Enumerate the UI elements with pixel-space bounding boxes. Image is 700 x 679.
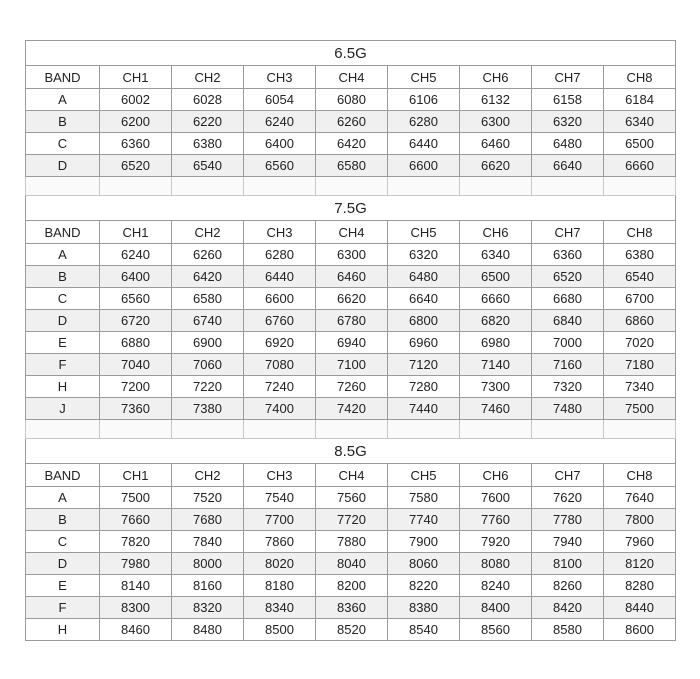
table-row: [26, 619, 676, 641]
band-column-header: BAND: [26, 221, 100, 244]
frequency-cell: 7000: [532, 332, 604, 354]
frequency-cell: 8080: [460, 553, 532, 575]
frequency-cell: 7040: [100, 354, 172, 376]
frequency-cell: 6460: [316, 266, 388, 288]
frequency-cell: 7160: [532, 354, 604, 376]
frequency-cell: 8160: [172, 575, 244, 597]
frequency-cell: 6900: [172, 332, 244, 354]
frequency-cell: 7020: [604, 332, 676, 354]
band-cell: E: [26, 575, 100, 597]
spacer-cell: [316, 420, 388, 439]
frequency-cell: 7880: [316, 531, 388, 553]
frequency-cell: 6460: [460, 133, 532, 155]
section-title-row: [26, 439, 676, 464]
channel-column-header: CH6: [460, 66, 532, 89]
channel-column-header: CH4: [316, 221, 388, 244]
table-row: [26, 376, 676, 398]
frequency-cell: 7720: [316, 509, 388, 531]
band-cell: F: [26, 354, 100, 376]
section-spacer-row: [26, 420, 676, 439]
spacer-cell: [172, 420, 244, 439]
frequency-cell: 6600: [244, 288, 316, 310]
spacer-cell: [316, 177, 388, 196]
frequency-cell: 7280: [388, 376, 460, 398]
frequency-cell: 6700: [604, 288, 676, 310]
frequency-cell: 6480: [388, 266, 460, 288]
frequency-cell: 7300: [460, 376, 532, 398]
frequency-cell: 7820: [100, 531, 172, 553]
frequency-cell: 7620: [532, 487, 604, 509]
table-row: [26, 575, 676, 597]
frequency-cell: 7980: [100, 553, 172, 575]
column-header-row: [26, 221, 676, 244]
band-cell: B: [26, 509, 100, 531]
frequency-cell: 7580: [388, 487, 460, 509]
frequency-cell: 8480: [172, 619, 244, 641]
frequency-cell: 6380: [604, 244, 676, 266]
channel-column-header: CH3: [244, 66, 316, 89]
section-spacer-row: [26, 177, 676, 196]
channel-column-header: CH5: [388, 221, 460, 244]
frequency-cell: 7540: [244, 487, 316, 509]
band-column-header: BAND: [26, 66, 100, 89]
frequency-cell: 6600: [388, 155, 460, 177]
frequency-cell: 8360: [316, 597, 388, 619]
channel-column-header: CH4: [316, 66, 388, 89]
frequency-cell: 6500: [604, 133, 676, 155]
frequency-cell: 6200: [100, 111, 172, 133]
frequency-cell: 6360: [100, 133, 172, 155]
spacer-cell: [388, 177, 460, 196]
band-cell: B: [26, 266, 100, 288]
frequency-cell: 6760: [244, 310, 316, 332]
table-row: [26, 89, 676, 111]
frequency-cell: 8180: [244, 575, 316, 597]
column-header-row: [26, 464, 676, 487]
frequency-cell: 7940: [532, 531, 604, 553]
band-cell: A: [26, 89, 100, 111]
frequency-cell: 8600: [604, 619, 676, 641]
band-cell: C: [26, 133, 100, 155]
section-title: 8.5G: [26, 439, 676, 464]
frequency-cell: 8560: [460, 619, 532, 641]
channel-column-header: CH7: [532, 66, 604, 89]
frequency-cell: 7960: [604, 531, 676, 553]
spacer-cell: [244, 177, 316, 196]
frequency-cell: 7180: [604, 354, 676, 376]
frequency-cell: 7520: [172, 487, 244, 509]
frequency-cell: 7680: [172, 509, 244, 531]
channel-column-header: CH7: [532, 464, 604, 487]
band-cell: F: [26, 597, 100, 619]
frequency-cell: 7420: [316, 398, 388, 420]
frequency-cell: 8120: [604, 553, 676, 575]
frequency-cell: 6080: [316, 89, 388, 111]
frequency-cell: 6860: [604, 310, 676, 332]
channel-column-header: CH7: [532, 221, 604, 244]
spacer-cell: [604, 420, 676, 439]
band-cell: C: [26, 288, 100, 310]
spacer-cell: [172, 177, 244, 196]
table-row: [26, 266, 676, 288]
table-row: [26, 111, 676, 133]
spacer-cell: [532, 177, 604, 196]
frequency-cell: 8000: [172, 553, 244, 575]
frequency-cell: 6300: [460, 111, 532, 133]
frequency-cell: 7560: [316, 487, 388, 509]
channel-column-header: CH5: [388, 464, 460, 487]
spacer-cell: [460, 177, 532, 196]
frequency-cell: 7320: [532, 376, 604, 398]
channel-column-header: CH6: [460, 464, 532, 487]
band-cell: H: [26, 376, 100, 398]
frequency-cell: 8140: [100, 575, 172, 597]
frequency-cell: 6440: [244, 266, 316, 288]
frequency-table-sheet: [25, 40, 675, 641]
frequency-cell: 6640: [532, 155, 604, 177]
frequency-cell: 8220: [388, 575, 460, 597]
channel-column-header: CH2: [172, 66, 244, 89]
frequency-cell: 8340: [244, 597, 316, 619]
frequency-cell: 6400: [244, 133, 316, 155]
band-cell: A: [26, 244, 100, 266]
frequency-cell: 6620: [316, 288, 388, 310]
band-cell: D: [26, 553, 100, 575]
frequency-cell: 7920: [460, 531, 532, 553]
channel-column-header: CH8: [604, 221, 676, 244]
spacer-cell: [100, 420, 172, 439]
spacer-cell: [388, 420, 460, 439]
channel-column-header: CH8: [604, 66, 676, 89]
spacer-cell: [244, 420, 316, 439]
frequency-cell: 8300: [100, 597, 172, 619]
table-row: [26, 487, 676, 509]
section-title: 7.5G: [26, 196, 676, 221]
frequency-cell: 7060: [172, 354, 244, 376]
frequency-cell: 7340: [604, 376, 676, 398]
frequency-cell: 7240: [244, 376, 316, 398]
table-row: [26, 133, 676, 155]
frequency-cell: 6720: [100, 310, 172, 332]
frequency-cell: 6320: [532, 111, 604, 133]
frequency-cell: 6480: [532, 133, 604, 155]
frequency-cell: 7840: [172, 531, 244, 553]
frequency-cell: 7220: [172, 376, 244, 398]
frequency-cell: 6620: [460, 155, 532, 177]
frequency-cell: 6360: [532, 244, 604, 266]
frequency-cell: 7480: [532, 398, 604, 420]
channel-column-header: CH3: [244, 464, 316, 487]
frequency-cell: 6028: [172, 89, 244, 111]
frequency-cell: 6520: [100, 155, 172, 177]
section-title: 6.5G: [26, 41, 676, 66]
frequency-cell: 8320: [172, 597, 244, 619]
band-cell: H: [26, 619, 100, 641]
frequency-cell: 7640: [604, 487, 676, 509]
frequency-cell: 7500: [604, 398, 676, 420]
frequency-cell: 7740: [388, 509, 460, 531]
frequency-cell: 8520: [316, 619, 388, 641]
channel-column-header: CH1: [100, 464, 172, 487]
frequency-cell: 8240: [460, 575, 532, 597]
frequency-cell: 6800: [388, 310, 460, 332]
frequency-cell: 6520: [532, 266, 604, 288]
band-cell: A: [26, 487, 100, 509]
frequency-cell: 8440: [604, 597, 676, 619]
column-header-row: [26, 66, 676, 89]
table-row: [26, 310, 676, 332]
frequency-cell: 6300: [316, 244, 388, 266]
frequency-cell: 6380: [172, 133, 244, 155]
frequency-cell: 6540: [172, 155, 244, 177]
channel-column-header: CH8: [604, 464, 676, 487]
frequency-cell: 6132: [460, 89, 532, 111]
frequency-cell: 6260: [172, 244, 244, 266]
frequency-cell: 7080: [244, 354, 316, 376]
table-row: [26, 354, 676, 376]
band-cell: J: [26, 398, 100, 420]
frequency-cell: 6420: [316, 133, 388, 155]
frequency-cell: 7460: [460, 398, 532, 420]
frequency-cell: 6780: [316, 310, 388, 332]
frequency-cell: 7760: [460, 509, 532, 531]
frequency-cell: 6340: [604, 111, 676, 133]
table-row: [26, 288, 676, 310]
frequency-cell: 7260: [316, 376, 388, 398]
frequency-cell: 6240: [244, 111, 316, 133]
band-cell: C: [26, 531, 100, 553]
frequency-cell: 8060: [388, 553, 460, 575]
frequency-cell: 7440: [388, 398, 460, 420]
table-row: [26, 244, 676, 266]
frequency-cell: 7660: [100, 509, 172, 531]
frequency-cell: 7860: [244, 531, 316, 553]
frequency-cell: 6280: [388, 111, 460, 133]
frequency-cell: 6580: [172, 288, 244, 310]
frequency-cell: 6980: [460, 332, 532, 354]
spacer-cell: [532, 420, 604, 439]
frequency-cell: 6054: [244, 89, 316, 111]
frequency-cell: 7900: [388, 531, 460, 553]
frequency-cell: 7100: [316, 354, 388, 376]
section-title-row: [26, 41, 676, 66]
frequency-cell: 6880: [100, 332, 172, 354]
frequency-cell: 6002: [100, 89, 172, 111]
frequency-cell: 7140: [460, 354, 532, 376]
table-row: [26, 509, 676, 531]
frequency-cell: 6580: [316, 155, 388, 177]
frequency-cell: 6158: [532, 89, 604, 111]
frequency-table: [25, 40, 676, 641]
frequency-cell: 8100: [532, 553, 604, 575]
table-row: [26, 332, 676, 354]
spacer-cell: [100, 177, 172, 196]
frequency-cell: 7380: [172, 398, 244, 420]
frequency-cell: 6660: [604, 155, 676, 177]
channel-column-header: CH1: [100, 66, 172, 89]
frequency-cell: 6740: [172, 310, 244, 332]
spacer-cell: [26, 420, 100, 439]
frequency-cell: 6540: [604, 266, 676, 288]
channel-column-header: CH1: [100, 221, 172, 244]
frequency-cell: 8380: [388, 597, 460, 619]
frequency-cell: 6840: [532, 310, 604, 332]
frequency-cell: 6820: [460, 310, 532, 332]
frequency-cell: 7120: [388, 354, 460, 376]
frequency-cell: 6280: [244, 244, 316, 266]
table-row: [26, 553, 676, 575]
frequency-cell: 7400: [244, 398, 316, 420]
frequency-cell: 6640: [388, 288, 460, 310]
spacer-cell: [26, 177, 100, 196]
frequency-cell: 6440: [388, 133, 460, 155]
frequency-cell: 6240: [100, 244, 172, 266]
frequency-cell: 8020: [244, 553, 316, 575]
frequency-cell: 6420: [172, 266, 244, 288]
frequency-cell: 6940: [316, 332, 388, 354]
frequency-cell: 8260: [532, 575, 604, 597]
frequency-cell: 7200: [100, 376, 172, 398]
frequency-cell: 8400: [460, 597, 532, 619]
frequency-cell: 8500: [244, 619, 316, 641]
channel-column-header: CH3: [244, 221, 316, 244]
frequency-cell: 6260: [316, 111, 388, 133]
frequency-cell: 7780: [532, 509, 604, 531]
section-title-row: [26, 196, 676, 221]
frequency-cell: 6220: [172, 111, 244, 133]
frequency-cell: 7800: [604, 509, 676, 531]
spacer-cell: [604, 177, 676, 196]
frequency-cell: 6106: [388, 89, 460, 111]
frequency-cell: 8580: [532, 619, 604, 641]
frequency-cell: 6680: [532, 288, 604, 310]
frequency-cell: 7600: [460, 487, 532, 509]
frequency-cell: 8540: [388, 619, 460, 641]
channel-column-header: CH6: [460, 221, 532, 244]
frequency-cell: 6960: [388, 332, 460, 354]
frequency-cell: 8460: [100, 619, 172, 641]
frequency-cell: 6500: [460, 266, 532, 288]
table-row: [26, 398, 676, 420]
spacer-cell: [460, 420, 532, 439]
frequency-cell: 6560: [100, 288, 172, 310]
band-cell: B: [26, 111, 100, 133]
frequency-cell: 6920: [244, 332, 316, 354]
frequency-cell: 6320: [388, 244, 460, 266]
frequency-cell: 6184: [604, 89, 676, 111]
frequency-cell: 6560: [244, 155, 316, 177]
table-row: [26, 531, 676, 553]
band-cell: D: [26, 310, 100, 332]
band-column-header: BAND: [26, 464, 100, 487]
band-cell: D: [26, 155, 100, 177]
frequency-cell: 7700: [244, 509, 316, 531]
frequency-cell: 8200: [316, 575, 388, 597]
frequency-cell: 6660: [460, 288, 532, 310]
channel-column-header: CH5: [388, 66, 460, 89]
frequency-cell: 7360: [100, 398, 172, 420]
frequency-cell: 8040: [316, 553, 388, 575]
frequency-cell: 7500: [100, 487, 172, 509]
table-row: [26, 155, 676, 177]
channel-column-header: CH4: [316, 464, 388, 487]
frequency-cell: 6340: [460, 244, 532, 266]
table-row: [26, 597, 676, 619]
channel-column-header: CH2: [172, 464, 244, 487]
frequency-cell: 8420: [532, 597, 604, 619]
frequency-cell: 6400: [100, 266, 172, 288]
band-cell: E: [26, 332, 100, 354]
channel-column-header: CH2: [172, 221, 244, 244]
frequency-cell: 8280: [604, 575, 676, 597]
